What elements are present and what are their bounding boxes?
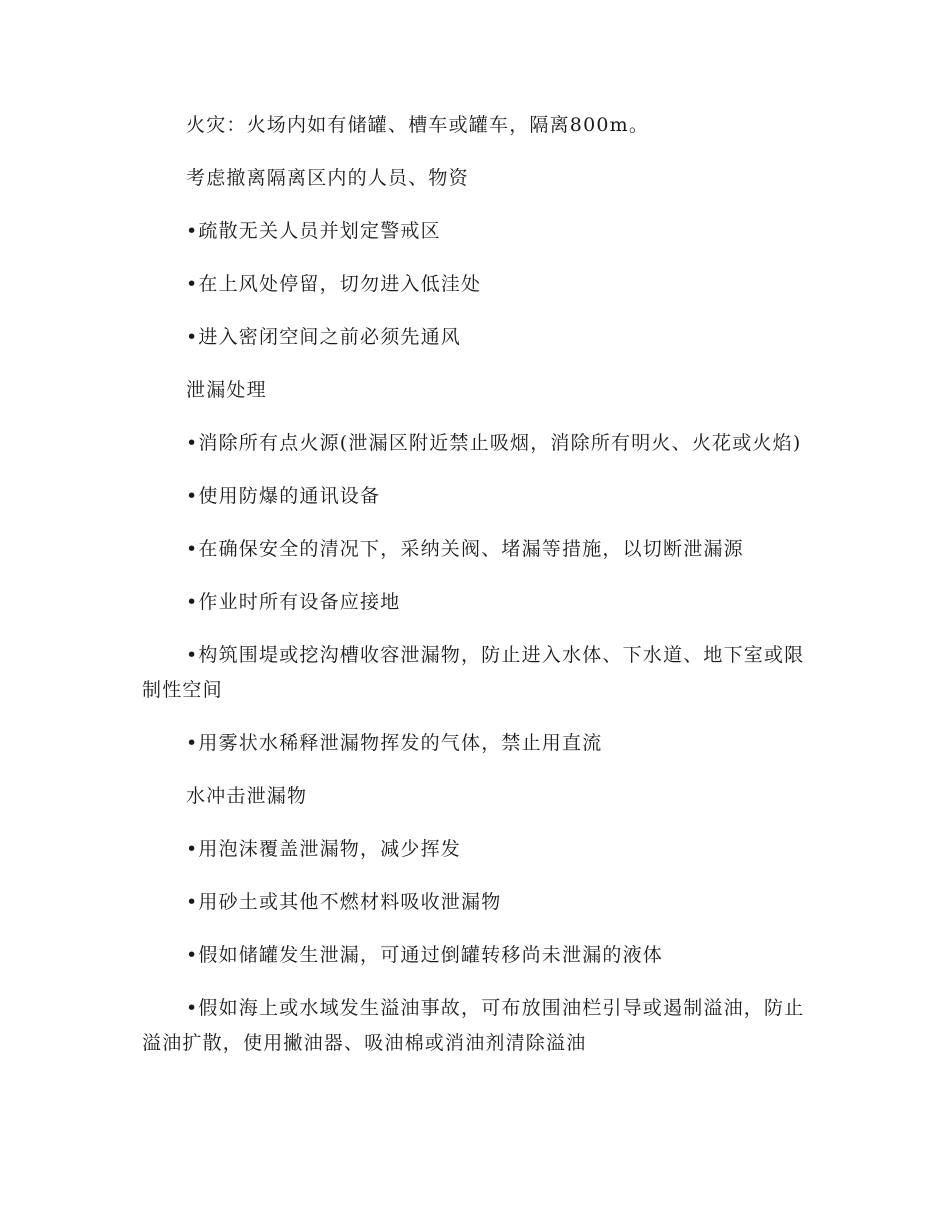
list-item: •作业时所有设备应接地 (186, 591, 401, 613)
document-body (142, 108, 807, 1079)
list-item: •用砂土或其他不燃材料吸收泄漏物 (186, 891, 502, 913)
paragraph-continuation: 水冲击泄漏物 (186, 785, 308, 807)
list-item: •用泡沫覆盖泄漏物，减少挥发 (186, 838, 462, 860)
paragraph-fire-isolation: 火灾：火场内如有储罐、槽车或罐车，隔离800m。 (186, 114, 650, 136)
list-item: •构筑围堤或挖沟槽收容泄漏物，防止进入水体、下水道、地下室或限制性空间 (142, 644, 805, 701)
list-item: •使用防爆的通讯设备 (186, 485, 381, 507)
list-item: •在上风处停留，切勿进入低洼处 (186, 273, 482, 295)
list-item: •消除所有点火源(泄漏区附近禁止吸烟，消除所有明火、火花或火焰) (186, 432, 802, 454)
list-item: •用雾状水稀释泄漏物挥发的气体，禁止用直流 (186, 732, 603, 754)
list-item: •假如海上或水域发生溢油事故，可布放围油栏引导或遏制溢油，防止溢油扩散，使用撇油器、吸油棉或消油剂清除溢油 (142, 997, 805, 1054)
section-heading-leak-handling: 泄漏处理 (186, 379, 267, 401)
list-item: •假如储罐发生泄漏，可通过倒罐转移尚未泄漏的液体 (186, 944, 664, 966)
paragraph-evacuation: 考虑撤离隔离区内的人员、物资 (186, 167, 469, 189)
list-item: •疏散无关人员并划定警戒区 (186, 220, 441, 242)
list-item: •进入密闭空间之前必须先通风 (186, 326, 462, 348)
list-item: •在确保安全的清况下，采纳关阀、堵漏等措施，以切断泄漏源 (186, 538, 744, 560)
